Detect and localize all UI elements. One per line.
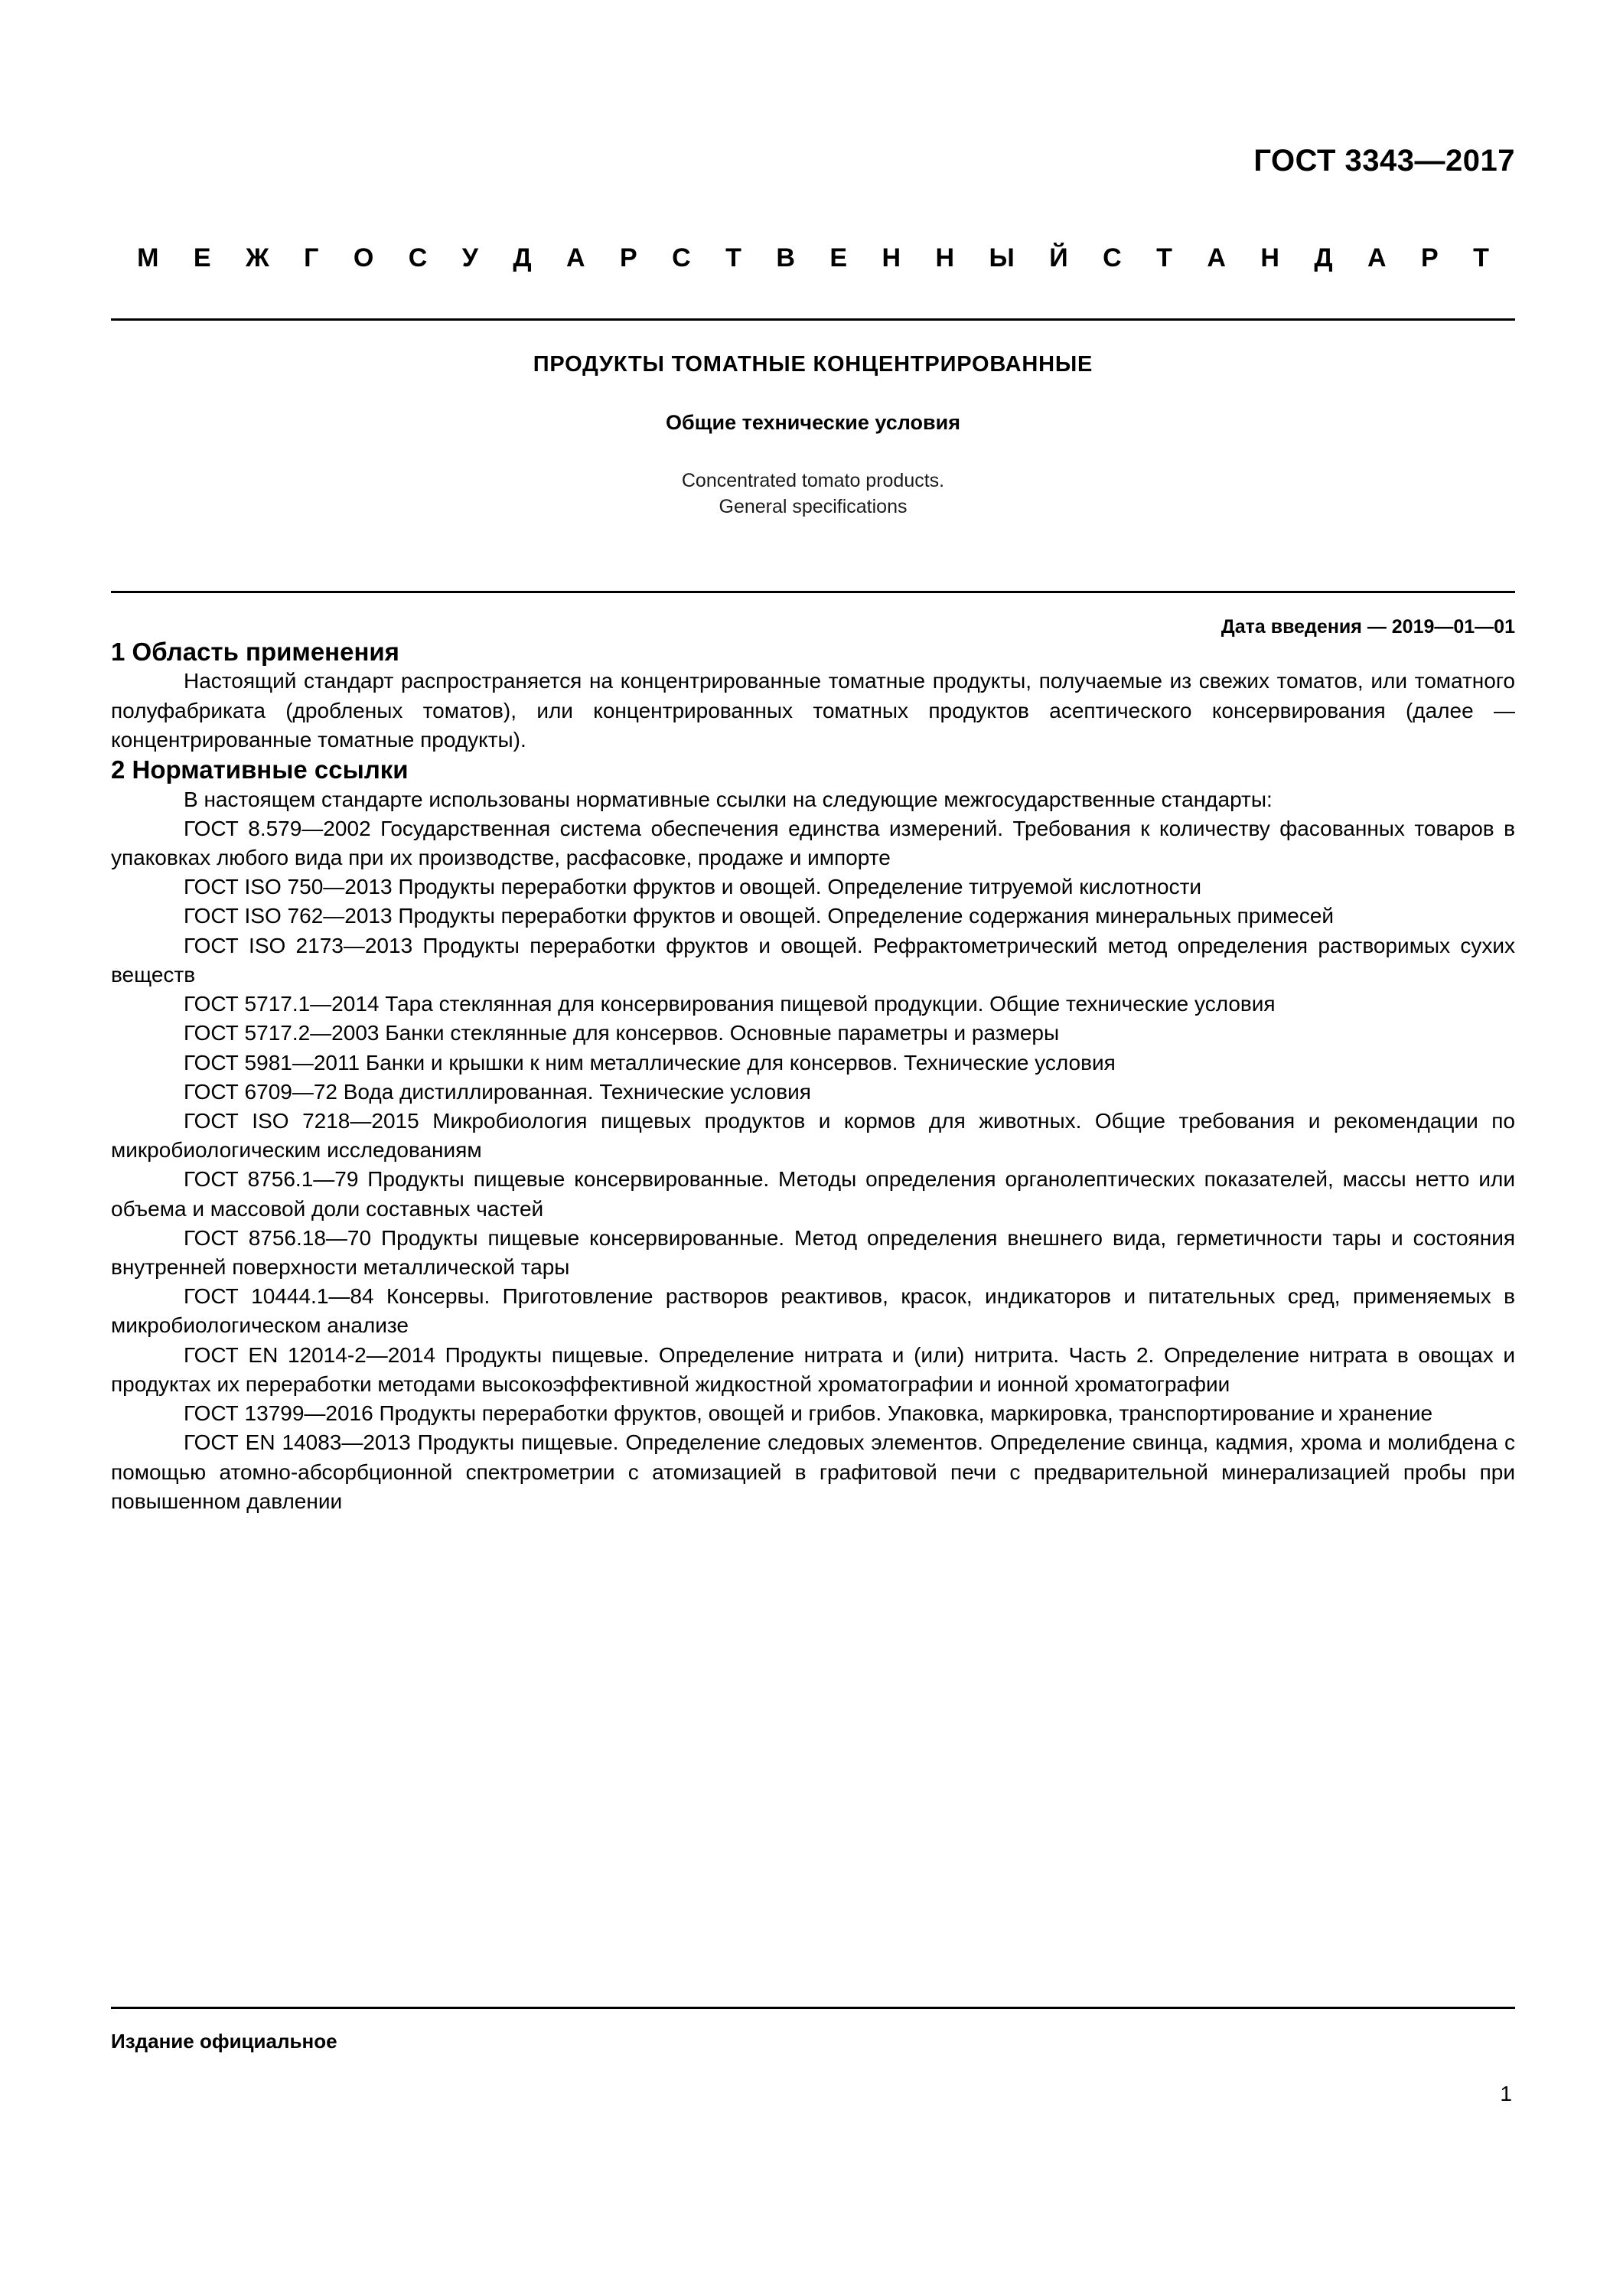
reference-item: ГОСТ 6709—72 Вода дистиллированная. Технические условия xyxy=(184,1079,811,1104)
scope-paragraph: Настоящий стандарт распространяется на концентрированные томатные продукты, получаемые из свежих томатов, или томатного полуфабриката (дробленых томатов), или концентрированных томатных продуктов асептического консервирования (далее — концентрированные томатные продукты). xyxy=(111,669,1515,752)
header-divider-bottom xyxy=(111,591,1515,593)
reference-item: ГОСТ 10444.1—84 Консервы. Приготовление растворов реактивов, красок, индикаторов и питательных сред, применяемых в микробиологическом анализе xyxy=(111,1284,1515,1338)
reference-item: ГОСТ 5717.1—2014 Тара стеклянная для консервирования пищевой продукции. Общие технические условия xyxy=(184,992,1276,1016)
reference-item: ГОСТ EN 12014-2—2014 Продукты пищевые. Определение нитрата и (или) нитрита. Часть 2. Определение нитрата в овощах и продуктах их переработки методами высокоэффективной жидкостной хроматографии и ионной хроматографии xyxy=(111,1342,1515,1396)
reference-item: ГОСТ ISO 762—2013 Продукты переработки фруктов и овощей. Определение содержания минеральных примесей xyxy=(184,904,1335,928)
effective-date: Дата введения — 2019—01—01 xyxy=(1221,615,1515,638)
normative-references-intro: В настоящем стандарте использованы нормативные ссылки на следующие межгосударственные стандарты: xyxy=(184,787,1273,811)
page-content xyxy=(111,0,1515,1516)
reference-item: ГОСТ ISO 7218—2015 Микробиология пищевых продуктов и кормов для животных. Общие требования и рекомендации по микробиологическим исследованиям xyxy=(111,1108,1515,1163)
section-heading-scope: 1 Область применения xyxy=(111,637,399,666)
footer-divider xyxy=(111,2007,1515,2009)
page-title: ПРОДУКТЫ ТОМАТНЫЕ КОНЦЕНТРИРОВАННЫЕ xyxy=(533,352,1093,377)
standard-number: ГОСТ 3343—2017 xyxy=(1253,144,1515,178)
title-block xyxy=(111,321,1515,554)
title-english xyxy=(111,468,1515,520)
reference-item: ГОСТ 5981—2011 Банки и крышки к ним металлические для консервов. Технические условия xyxy=(184,1050,1116,1075)
normative-references-list xyxy=(111,814,1515,1516)
reference-item: ГОСТ EN 14083—2013 Продукты пищевые. Определение следовых элементов. Определение свинца, кадмия, хрома и молибдена с помощью атомно-абсорбционной спектрометрии с атомизацией в графитовой печи с предварительной минерализацией пробы при повышенном давлении xyxy=(111,1430,1515,1513)
edition-note: Издание официальное xyxy=(111,2030,337,2053)
page-number: 1 xyxy=(1500,2082,1512,2105)
reference-item: ГОСТ 8.579—2002 Государственная система обеспечения единства измерений. Требования к количеству фасованных товаров в упаковках любого вида при их производстве, расфасовке, продаже и импорте xyxy=(111,816,1515,869)
title-english-line2: General specifications xyxy=(719,495,908,517)
standard-type-label: М Е Ж Г О С У Д А Р С Т В Е Н Н Ы Й С Т А Н Д А Р Т xyxy=(137,243,1503,272)
title-english-line1: Concentrated tomato products. xyxy=(681,470,945,492)
reference-item: ГОСТ 8756.1—79 Продукты пищевые консервированные. Методы определения органолептических показателей, массы нетто или объема и массовой доли составных частей xyxy=(111,1167,1515,1221)
section-heading-normative-references: 2 Нормативные ссылки xyxy=(111,755,409,784)
reference-item: ГОСТ 13799—2016 Продукты переработки фруктов, овощей и грибов. Упаковка, маркировка, транспортирование и хранение xyxy=(184,1401,1433,1426)
reference-item: ГОСТ 8756.18—70 Продукты пищевые консервированные. Метод определения внешнего вида, герметичности тары и состояния внутренней поверхности металлической тары xyxy=(111,1225,1515,1280)
reference-item: ГОСТ ISO 2173—2013 Продукты переработки фруктов и овощей. Рефрактометрический метод определения растворимых сухих веществ xyxy=(111,933,1515,987)
page-subtitle: Общие технические условия xyxy=(666,410,960,434)
reference-item: ГОСТ ISO 750—2013 Продукты переработки фруктов и овощей. Определение титруемой кислотности xyxy=(184,875,1202,899)
reference-item: ГОСТ 5717.2—2003 Банки стеклянные для консервов. Основные параметры и размеры xyxy=(184,1021,1060,1045)
